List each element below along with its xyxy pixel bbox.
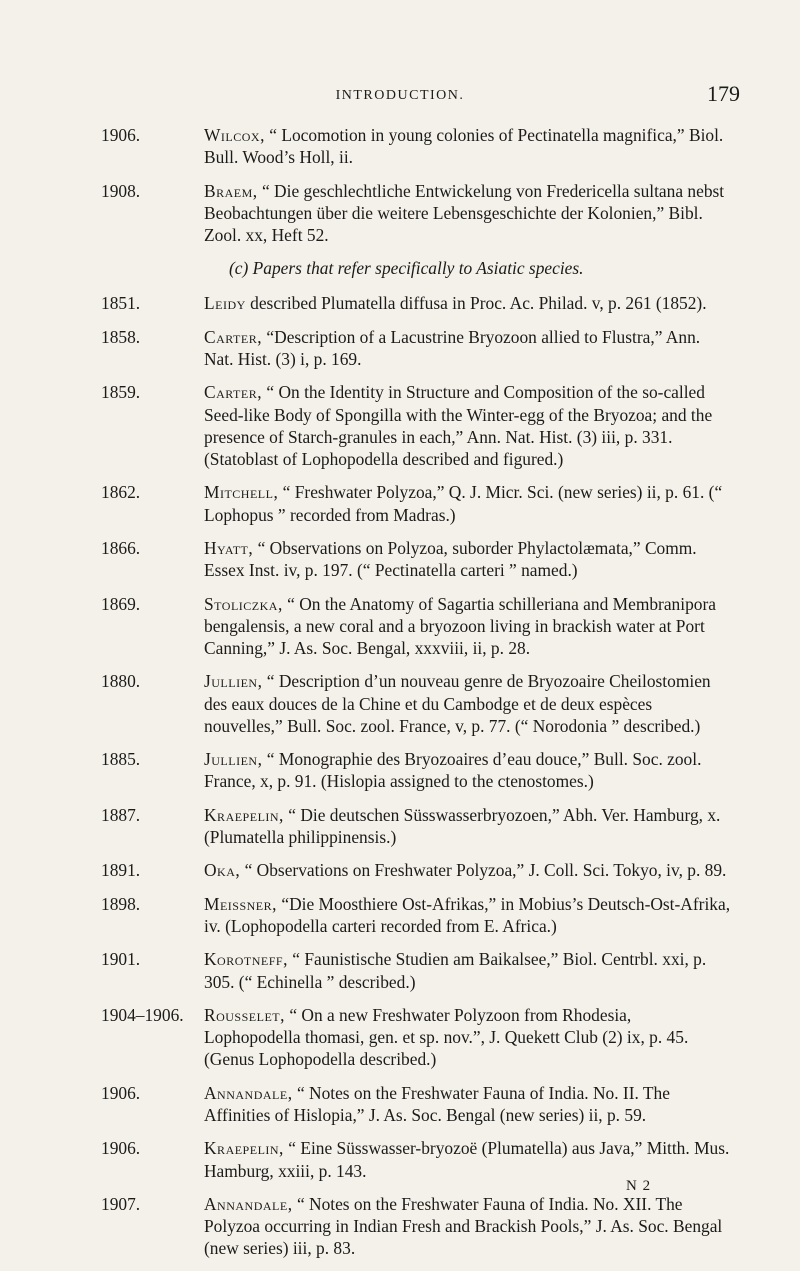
bibliography [101, 124, 731, 1271]
entry-year: 1904–1906. [101, 1004, 184, 1025]
entry-author: Mitchell, [204, 482, 279, 503]
entry-year: 1858. [101, 326, 141, 347]
entry-year: 1906. [101, 125, 141, 145]
entry-author: Annandale, [204, 1082, 293, 1103]
entry-citation: “ Locomotion in young colonies of Pectinatella magnifica,” Biol. Bull. Wood’s Holl, ii. [204, 125, 724, 168]
entry-year: 1906. [101, 1082, 141, 1103]
entry-citation: “ Die deutschen Süsswasserbryozoen,” Abh. Ver. Hamburg, x. (Plumatella philippinensis.) [204, 804, 721, 847]
entry-citation: “ On the Anatomy of Sagartia schilleriana and Membranipora bengalensis, a new coral and a bryozoon living in brackish water at Port Canning,” J. As. Soc. Bengal, xxxviii, ii, p. 28. [204, 593, 716, 658]
entry-author: Hyatt, [204, 537, 254, 558]
entry-citation: “ Observations on Polyzoa, suborder Phylactolæmata,” Comm. Essex Inst. iv, p. 197. (“ Pectinatella carteri ” named.) [204, 537, 697, 581]
entry-citation: “ Die geschlechtliche Entwickelung von Fredericella sultana nebst Beobachtungen über die weitere Lebensgeschichte der Kolonien,” Bibl. Zool. xx, Heft 52. [204, 180, 725, 245]
bibliography-entry [101, 948, 731, 992]
entry-author: Carter, [204, 326, 263, 347]
entry-year: 1906. [101, 1138, 141, 1159]
entry-year: 1908. [101, 180, 141, 201]
entry-author: Rousselet, [204, 1004, 285, 1025]
entry-year: 1891. [101, 860, 141, 881]
bibliography-entry [101, 124, 731, 168]
bibliography-entry [101, 481, 731, 525]
bibliography-entry [101, 1082, 731, 1126]
entry-author: Wilcox, [204, 125, 265, 145]
bibliography-entry [101, 381, 731, 470]
entry-citation: “ Notes on the Freshwater Fauna of India. No. XII. The Polyzoa occurring in Indian Fresh and Brackish Pools,” J. As. Soc. Bengal (new series) iii, p. 83. [204, 1193, 723, 1259]
entry-year: 1907. [101, 1193, 141, 1214]
running-header [60, 78, 740, 108]
printer-signature: N 2 [626, 1178, 652, 1194]
entry-year: 1869. [101, 593, 141, 614]
entry-author: Carter, [204, 382, 263, 403]
entry-year: 1898. [101, 893, 141, 914]
entry-author: Stoliczka, [204, 593, 283, 614]
entry-citation: “ Faunistische Studien am Baikalsee,” Biol. Centrbl. xxi, p. 305. (“ Echinella ” described.) [204, 949, 707, 992]
entry-citation: “ Eine Süsswasser-bryozoë (Plumatella) aus Java,” Mitth. Mus. Hamburg, xxiii, p. 143. [204, 1138, 730, 1181]
bibliography-entry [101, 292, 731, 314]
entry-author: Kraepelin, [204, 804, 284, 825]
entry-citation: “ On a new Freshwater Polyzoon from Rhodesia, Lophopodella thomasi, gen. et sp. nov.”, J. Quekett Club (2) ix, p. 45. (Genus Lophopodella described.) [204, 1004, 689, 1070]
entry-year: 1859. [101, 382, 141, 403]
bibliography-list-asiatic [101, 292, 731, 1259]
bibliography-entry [101, 804, 731, 848]
entry-year: 1887. [101, 804, 141, 825]
bibliography-entry [101, 537, 731, 581]
bibliography-list-general [101, 124, 731, 246]
entry-author: Meissner, [204, 893, 277, 914]
entry-author: Leidy [204, 293, 246, 314]
entry-author: Oka, [204, 860, 241, 881]
entry-citation: described Plumatella diffusa in Proc. Ac. Philad. v, p. 261 (1852). [250, 293, 707, 314]
entry-citation: “ Monographie des Bryozoaires d’eau douce,” Bull. Soc. zool. France, x, p. 91. (Hislopia assigned to the ctenostomes.) [204, 749, 702, 792]
entry-citation: “ Description d’un nouveau genre de Bryozoaire Cheilostomien des eaux douces de la Chine et du Cambodge et de deux espèces nouvelles,” Bull. Soc. zool. France, v, p. 77. (“ Norodonia ” described.) [204, 671, 711, 736]
bibliography-entry [101, 1004, 731, 1071]
running-title: INTRODUCTION. [335, 88, 465, 103]
entry-year: 1901. [101, 949, 141, 970]
entry-citation: “ Observations on Freshwater Polyzoa,” J. Coll. Sci. Tokyo, iv, p. 89. [244, 860, 727, 881]
bibliography-entry [101, 670, 731, 737]
entry-citation: “Die Moosthiere Ost-Afrikas,” in Mobius’s Deutsch-Ost-Afrika, iv. (Lophopodella carteri recorded from E. Africa.) [204, 893, 731, 936]
entry-author: Jullien, [204, 749, 263, 770]
entry-citation: “ Freshwater Polyzoa,” Q. J. Micr. Sci. (new series) ii, p. 61. (“ Lophopus ” recorded from Madras.) [204, 482, 723, 525]
bibliography-entry [101, 593, 731, 660]
entry-author: Korotneff, [204, 949, 288, 970]
entry-author: Braem, [204, 180, 258, 201]
entry-author: Annandale, [204, 1193, 293, 1214]
bibliography-entry [101, 893, 731, 937]
entry-author: Kraepelin, [204, 1138, 284, 1159]
bibliography-entry [101, 748, 731, 792]
bibliography-entry [101, 326, 731, 370]
bibliography-entry [101, 1193, 731, 1260]
page-number: 179 [707, 81, 740, 106]
entry-citation: “ Notes on the Freshwater Fauna of India. No. II. The Affinities of Hislopia,” J. As. Soc. Bengal (new series) ii, p. 59. [204, 1082, 670, 1125]
section-heading: (c) Papers that refer specifically to Asiatic species. [229, 258, 584, 279]
entry-year: 1851. [101, 293, 141, 314]
entry-year: 1880. [101, 671, 141, 692]
bibliography-entry [101, 859, 731, 881]
bibliography-entry [101, 1137, 731, 1181]
entry-citation: “Description of a Lacustrine Bryozoon allied to Flustra,” Ann. Nat. Hist. (3) i, p. 169. [204, 326, 701, 369]
entry-year: 1885. [101, 749, 141, 770]
entry-year: 1862. [101, 482, 141, 503]
entry-year: 1866. [101, 537, 141, 558]
entry-author: Jullien, [204, 671, 263, 692]
bibliography-entry [101, 180, 731, 247]
entry-citation: “ On the Identity in Structure and Composition of the so-called Seed-like Body of Spongilla with the Winter-egg of the Bryozoa; and the presence of Starch-granules in each,” Ann. Nat. Hist. (3) iii, p. 331. (Statoblast of Lophopodella described and figured.) [204, 382, 713, 469]
